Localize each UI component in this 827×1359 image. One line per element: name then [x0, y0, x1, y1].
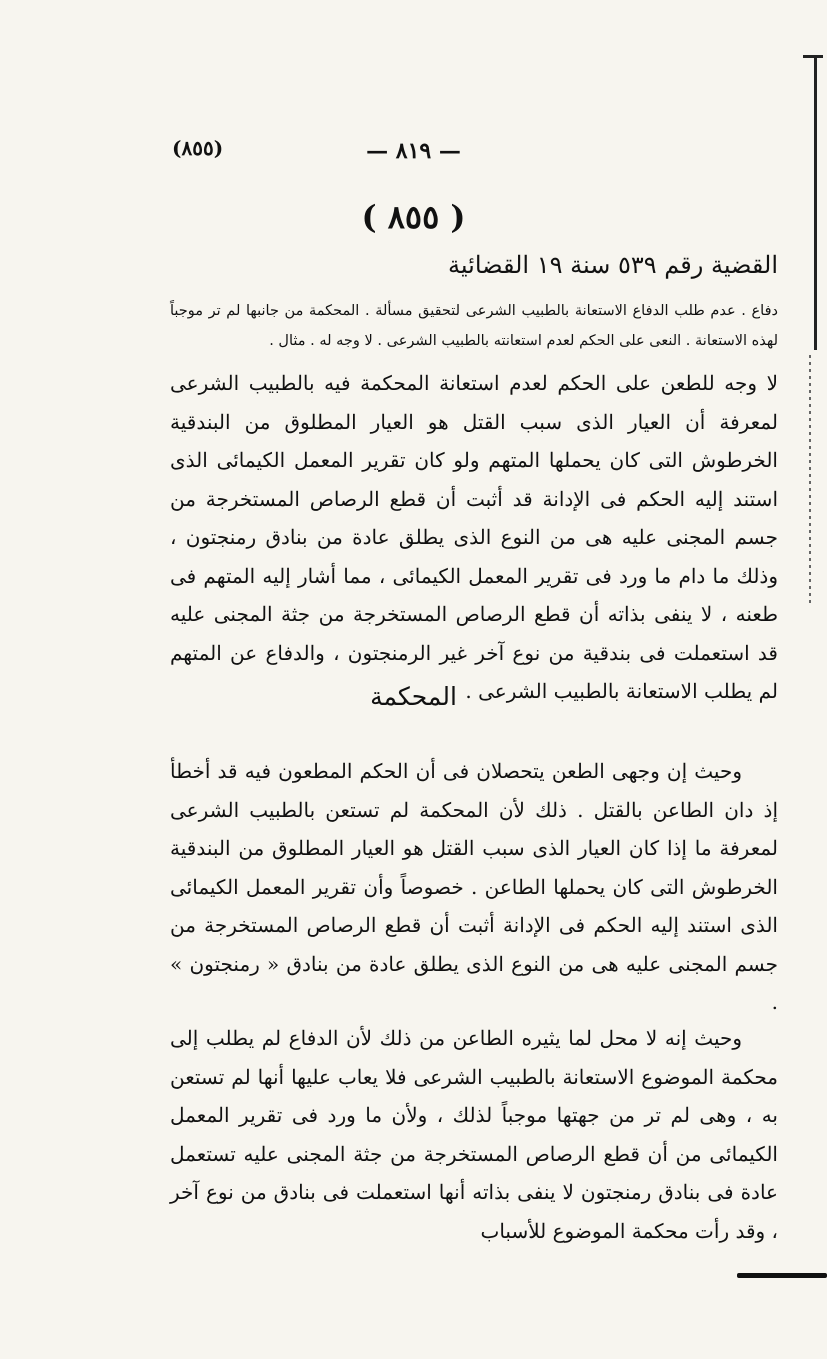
scan-edge-bar	[737, 1273, 827, 1278]
summary-paragraph: دفاع . عدم طلب الدفاع الاستعانة بالطبيب الشرعى لتحقيق مسألة . المحكمة من جانبها لم تر موجباً لهذه الاستعانة . النعى على الحكم لعدم استعانته بالطبيب الشرعى . لا وجه له . مثال .	[170, 303, 778, 349]
scan-edge-mark	[803, 55, 823, 58]
section-heading: المحكمة	[370, 682, 457, 711]
page-header	[0, 132, 827, 172]
scan-edge-dots	[809, 355, 811, 605]
decision-number: ( ٨٥٥ )	[361, 198, 466, 236]
reasoning-paragraph-2: وحيث إنه لا محل لما يثيره الطاعن من ذلك لأن الدفاع لم يطلب إلى محكمة الموضوع الاستعانة بالطبيب الشرعى فلا يعاب عليها أنها لم تستعن به ، وهى لم تر من جهتها موجباً لذلك ، ولأن ما ورد فى تقرير المعمل الكيمائى من أن قطع الرصاص المستخرجة من جثة المجنى عليه تستعمل عادة فى بنادق رمنجتون لا ينفى بذاته أنها استعملت فى بنادق من نوع آخر ، وقد رأت محكمة الموضوع للأسباب	[170, 1026, 778, 1243]
case-title: القضية رقم ٥٣٩ سنة ١٩ القضائية	[448, 251, 778, 279]
header-case-ref: (٨٥٥)	[172, 136, 224, 160]
principle-paragraph: لا وجه للطعن على الحكم لعدم استعانة المحكمة فيه بالطبيب الشرعى لمعرفة أن العيار الذى سبب القتل هو العيار المطلوق من البندقية الخرطوش التى كان يحملها المتهم ولو كان تقرير المعمل الكيمائى الذى استند إليه الحكم فى الإدانة قد أثبت أن قطع الرصاص المستخرجة من جسم المجنى عليه هى من النوع الذى يطلق عادة من بنادق رمنجتون ، وذلك ما دام ما ورد فى تقرير المعمل الكيمائى ، مما أشار إليه المتهم فى طعنه ، لا ينفى بذاته أن قطع الرصاص المستخرجة من جثة المجنى عليه قد استعملت فى بندقية من نوع آخر غير الرمنجتون ، والدفاع عن المتهم لم يطلب الاستعانة بالطبيب الشرعى .	[170, 371, 779, 703]
reasoning-paragraph-1: وحيث إن وجهى الطعن يتحصلان فى أن الحكم المطعون فيه قد أخطأ إذ دان الطاعن بالقتل . ذلك لأن المحكمة لم تستعن بالطبيب الشرعى لمعرفة ما إذا كان العيار الذى سبب القتل هو العيار المطلوق من البندقية الخرطوش التى كان يحملها الطاعن . خصوصاً وأن تقرير المعمل الكيمائى الذى استند إليه الحكم فى الإدانة أثبت أن قطع الرصاص المستخرجة من جسم المجنى عليه هى من النوع الذى يطلق عادة من بنادق « رمنجتون » .	[170, 759, 778, 1014]
page-number: — ٨١٩ —	[366, 138, 461, 164]
